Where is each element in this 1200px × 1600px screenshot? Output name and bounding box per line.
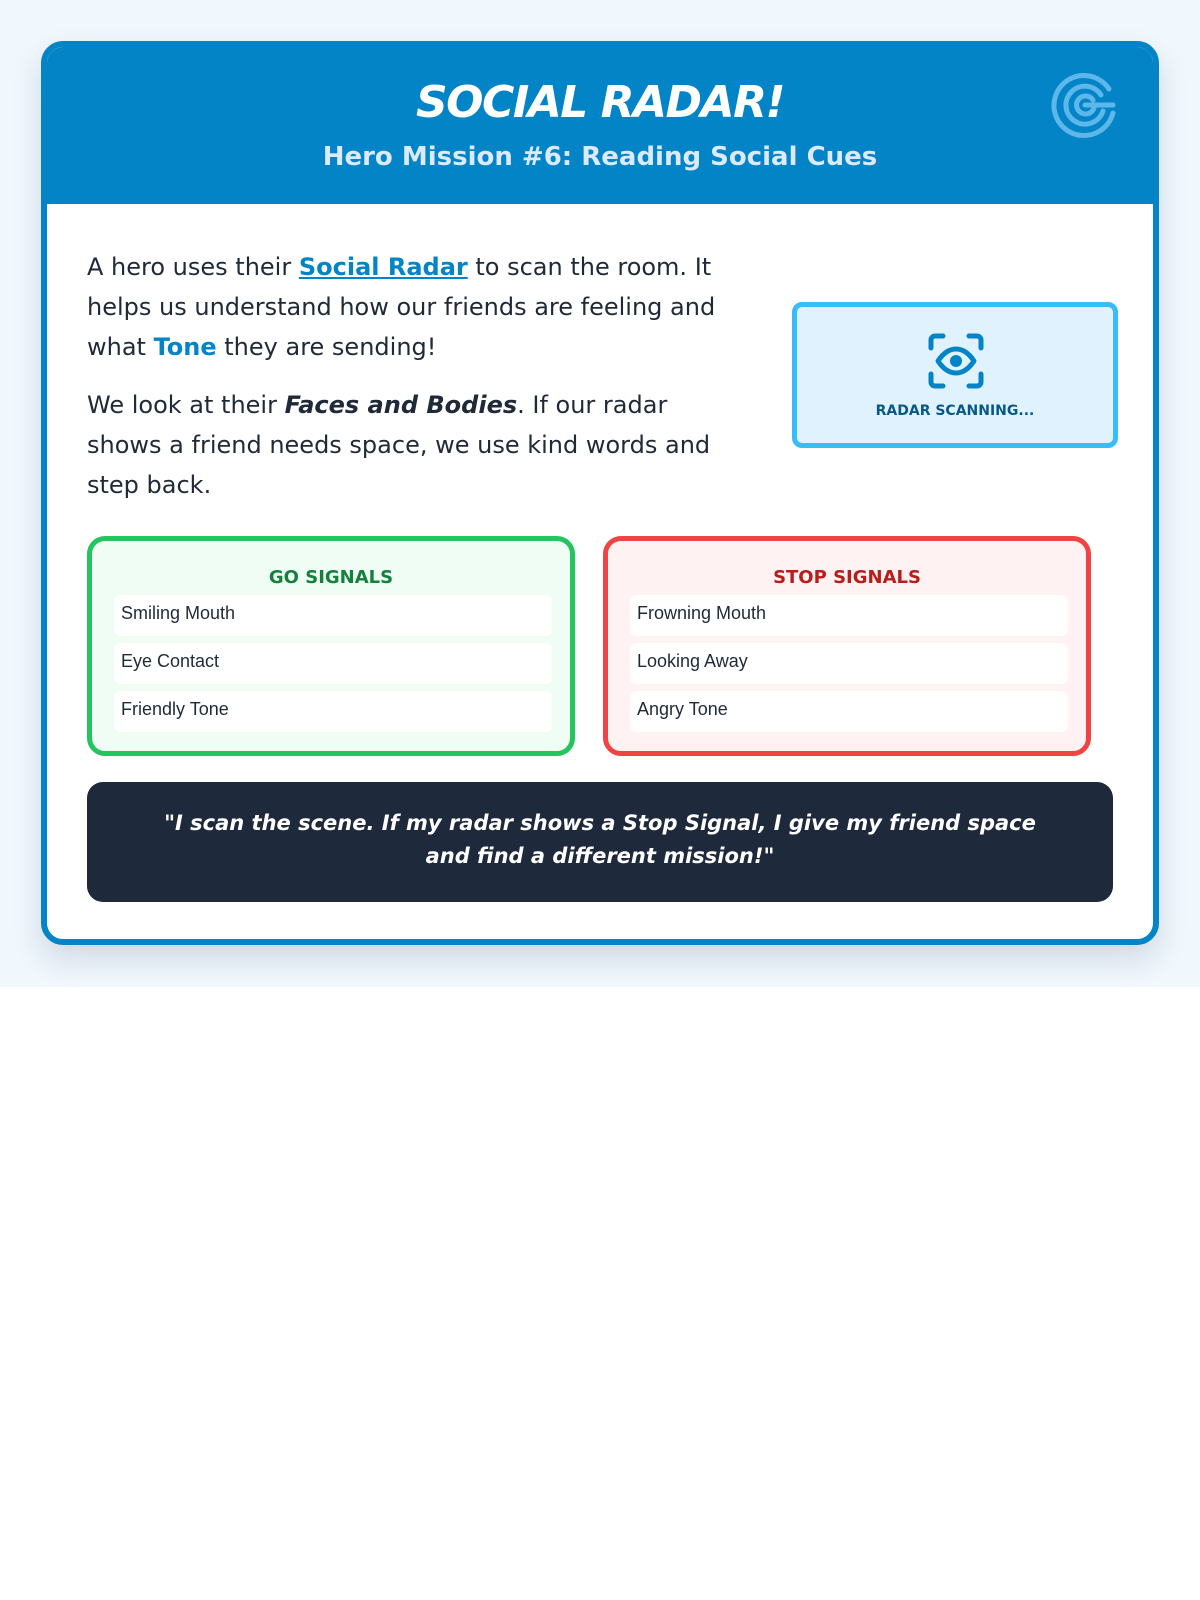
mission-card <box>41 41 1159 945</box>
page-title: SOCIAL RADAR! <box>415 77 785 128</box>
intro-paragraph-2 <box>87 385 737 505</box>
stop-signals-list <box>630 595 1068 739</box>
intro-text-part: A hero uses their <box>87 253 299 281</box>
list-item: Frowning Mouth <box>630 595 1068 636</box>
list-item: Looking Away <box>630 643 1068 684</box>
intro-text-part: to scan the room. It helps us understand how our friends are feeling and what <box>87 253 716 361</box>
stop-signals-title: STOP SIGNALS <box>773 567 921 588</box>
radar-icon <box>1047 67 1123 143</box>
radar-scanner-panel <box>792 302 1118 448</box>
card-header <box>47 47 1153 204</box>
list-item: Smiling Mouth <box>114 595 552 636</box>
hero-quote: "I scan the scene. If my radar shows a Stop Signal, I give my friend space and find a different mission!" <box>87 782 1113 902</box>
go-signals-panel <box>87 536 575 756</box>
tone-highlight: Tone <box>153 333 217 361</box>
social-radar-link[interactable]: Social Radar <box>298 253 468 281</box>
scanner-label: RADAR SCANNING... <box>875 403 1035 419</box>
intro-text-part: We look at their <box>87 391 285 419</box>
list-item: Angry Tone <box>630 691 1068 732</box>
list-item: Friendly Tone <box>114 691 552 732</box>
intro-text-part: they are sending! <box>216 333 437 361</box>
eye-scan-icon <box>927 332 985 390</box>
list-item: Eye Contact <box>114 643 552 684</box>
stop-signals-panel <box>603 536 1091 756</box>
go-signals-list <box>114 595 552 739</box>
mission-subtitle: Hero Mission #6: Reading Social Cues <box>322 142 878 172</box>
intro-text-part: . If our radar shows a friend needs space, we use kind words and step back. <box>87 391 711 499</box>
go-signals-title: GO SIGNALS <box>268 567 394 588</box>
faces-bodies-emphasis: Faces and Bodies <box>284 391 518 419</box>
intro-text <box>87 247 737 523</box>
intro-paragraph-1 <box>87 247 737 367</box>
